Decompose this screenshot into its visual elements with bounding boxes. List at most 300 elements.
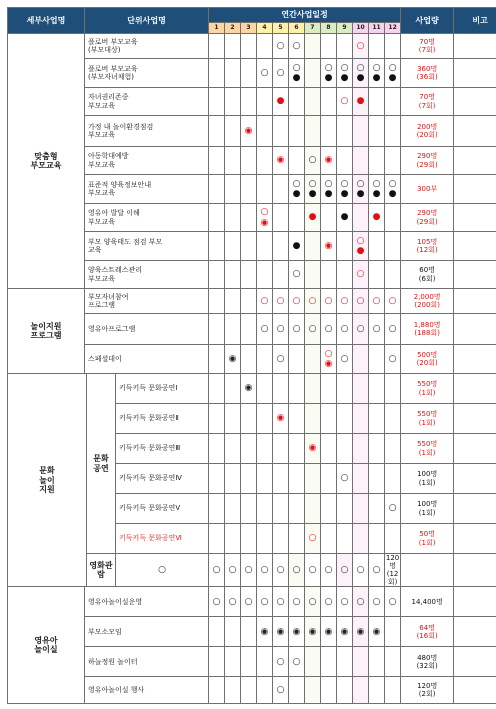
schedule-cell-month-9 [337,345,353,374]
schedule-cell-month-4 [257,34,273,59]
schedule-cell-month-7 [305,404,321,434]
filled-circle-icon: ● [356,96,365,107]
schedule-cell-month-11 [369,524,385,554]
circle-icon: ○ [276,596,285,607]
schedule-cell-month-3 [241,524,257,554]
schedule-cell-month-10 [353,677,369,704]
schedule-cell-month-5 [273,204,289,232]
schedule-cell-month-2 [225,617,241,647]
circle-icon: ○ [308,323,317,334]
schedule-cell-month-7 [305,464,321,494]
schedule-cell-month-10 [353,587,369,617]
circle-icon: ○ [158,564,166,575]
filled-circle-icon: ● [356,246,365,256]
schedule-cell-month-10 [353,232,369,261]
schedule-cell-month-8 [321,232,337,261]
note-cell [454,494,496,524]
schedule-cell-month-2 [225,404,241,434]
schedule-cell-month-12 [385,524,401,554]
schedule-cell-month-8 [321,587,337,617]
filled-circle-icon: ● [340,212,349,223]
circle-icon: ○ [388,178,397,189]
schedule-cell-month-6 [289,34,305,59]
schedule-cell-month-11 [369,494,385,524]
unit-name: 하늘정원 놀이터 [85,647,209,677]
filled-circle-icon: ● [308,189,317,199]
note-cell [454,261,496,289]
schedule-cell-month-7 [305,88,321,116]
schedule-cell-month-6 [289,587,305,617]
schedule-cell-month-9 [337,34,353,59]
filled-circle-icon: ● [388,189,397,199]
schedule-cell-month-5 [273,261,289,289]
filled-circle-icon: ● [372,73,381,83]
group-cell-playroom: 영유아 놀이실 [8,587,85,704]
circle-icon: ○ [276,40,285,51]
schedule-cell-month-11 [369,677,385,704]
unit-name: 표준적 양육정보안내 부모교육 [85,175,209,204]
circle-icon: ○ [388,596,397,607]
schedule-cell-month-8 [321,494,337,524]
volume-cell: 100명 (1회) [401,494,454,524]
schedule-cell-month-2 [225,88,241,116]
schedule-cell-month-5 [273,647,289,677]
schedule-cell-month-1 [209,494,225,524]
bullseye-icon: ◉ [356,626,365,637]
schedule-cell-month-12 [385,116,401,147]
unit-name: 부모 양육태도 점검 부모 교육 [85,232,209,261]
schedule-cell-month-5 [273,147,289,175]
schedule-cell-month-1 [209,587,225,617]
schedule-cell-month-9 [337,147,353,175]
bullseye-icon: ◉ [292,626,301,637]
schedule-cell-month-8 [321,434,337,464]
schedule-cell-month-10 [353,404,369,434]
circle-icon: ○ [372,62,381,73]
volume-cell: 120명 (2회) [401,677,454,704]
schedule-cell-month-10 [353,314,369,345]
schedule-cell-month-8 [305,554,321,587]
circle-icon: ○ [356,178,365,189]
schedule-cell-month-3 [241,232,257,261]
schedule-cell-month-2 [225,494,241,524]
schedule-cell-month-5 [273,494,289,524]
schedule-cell-month-7 [305,232,321,261]
note-cell [454,647,496,677]
circle-icon: ○ [372,178,381,189]
schedule-cell-month-4 [257,434,273,464]
schedule-cell-month-6 [289,147,305,175]
schedule-cell-month-3 [241,587,257,617]
volume-cell: 64명 (16회) [401,617,454,647]
schedule-cell-month-4 [257,116,273,147]
circle-icon: ○ [356,295,365,306]
schedule-cell-month-9 [321,554,337,587]
circle-icon: ○ [324,323,333,334]
schedule-cell-month-10 [353,345,369,374]
schedule-cell-month-10 [353,204,369,232]
circle-icon: ○ [212,564,221,575]
bullseye-icon: ◉ [260,626,269,637]
circle-icon: ○ [356,323,365,334]
filled-circle-icon: ● [340,73,349,83]
schedule-cell-month-1 [209,345,225,374]
schedule-cell-month-7 [305,261,321,289]
schedule-cell-month-1 [209,204,225,232]
circle-icon: ○ [372,295,381,306]
circle-icon: ○ [260,207,269,218]
schedule-cell-month-8 [321,345,337,374]
schedule-cell-month-5 [273,617,289,647]
schedule-cell-month-9 [337,88,353,116]
filled-circle-icon: ● [356,189,365,199]
schedule-cell-month-6 [289,677,305,704]
schedule-cell-month-4 [257,147,273,175]
schedule-cell-month-4 [257,404,273,434]
month-header-1: 1 [209,23,225,34]
schedule-cell-month-4 [257,88,273,116]
schedule-cell-month-11 [369,204,385,232]
circle-icon: ○ [292,323,301,334]
schedule-cell-month-5 [273,88,289,116]
circle-icon: ○ [308,178,317,189]
bullseye-icon: ◉ [308,626,317,637]
circle-icon: ○ [308,295,317,306]
schedule-cell-month-5 [273,116,289,147]
schedule-cell-month-2 [225,289,241,314]
schedule-cell-month-1 [209,261,225,289]
schedule-cell-month-10 [353,434,369,464]
volume-cell: 105명 (12회) [401,232,454,261]
volume-cell: 290명 (29회) [401,147,454,175]
note-cell [454,289,496,314]
circle-icon: ○ [356,269,365,280]
schedule-cell-month-12 [385,434,401,464]
unit-name: 양육스트레스관리 부모교육 [85,261,209,289]
volume-cell: 100명 (1회) [401,464,454,494]
schedule-cell-month-1 [209,464,225,494]
schedule-cell-month-5 [273,677,289,704]
circle-icon: ○ [228,596,237,607]
schedule-cell-month-5 [273,374,289,404]
circle-icon: ○ [308,564,317,575]
bullseye-icon: ◉ [324,359,333,369]
schedule-cell-month-8 [321,677,337,704]
unit-name: 키득키득 문화공연Ⅵ [116,524,209,554]
circle-icon: ○ [340,564,349,575]
schedule-cell-month-4 [241,554,257,587]
schedule-cell-month-11 [369,464,385,494]
schedule-cell-month-12 [385,232,401,261]
schedule-cell-month-9 [337,374,353,404]
schedule-cell-month-11 [369,647,385,677]
filled-circle-icon: ● [372,189,381,199]
volume-cell: 120명 (12회) [385,554,400,587]
schedule-cell-month-3 [241,116,257,147]
schedule-cell-month-12 [385,289,401,314]
schedule-cell-month-6 [289,175,305,204]
circle-icon: ○ [372,596,381,607]
schedule-cell-month-12 [385,494,401,524]
note-cell [454,617,496,647]
schedule-cell-month-4 [257,232,273,261]
volume-cell: 14,400명 [401,587,454,617]
circle-icon: ○ [292,269,301,280]
schedule-cell-month-3 [241,345,257,374]
schedule-cell-month-2 [225,204,241,232]
schedule-cell-month-1 [209,59,225,88]
unit-name: 자녀권리존중 부모교육 [85,88,209,116]
circle-icon: ○ [340,96,349,107]
circle-icon: ○ [308,533,317,544]
filled-circle-icon: ● [372,212,381,223]
schedule-cell-month-4 [257,587,273,617]
header-unit: 단위사업명 [85,8,209,34]
schedule-cell-month-6 [289,314,305,345]
unit-name: 플로버 부모교육 (부모자녀체험) [85,59,209,88]
circle-icon: ○ [244,596,253,607]
schedule-cell-month-8 [321,464,337,494]
schedule-cell-month-9 [337,261,353,289]
schedule-cell-month-11 [369,116,385,147]
circle-icon: ○ [292,596,301,607]
schedule-cell-month-9 [337,289,353,314]
schedule-cell-month-4 [257,374,273,404]
schedule-cell-month-12 [385,647,401,677]
note-cell [454,59,496,88]
schedule-cell-month-3 [241,314,257,345]
circle-icon: ○ [340,178,349,189]
unit-name: 영유아 발달 이해 부모교육 [85,204,209,232]
schedule-cell-month-4 [257,261,273,289]
month-header-4: 4 [257,23,273,34]
schedule-cell-month-5 [273,175,289,204]
schedule-cell-month-1 [209,175,225,204]
unit-name: 부모소모임 [85,617,209,647]
unit-name: 영화관람 [87,554,116,587]
circle-icon: ○ [356,564,365,575]
circle-icon: ○ [340,323,349,334]
schedule-cell-month-5 [273,34,289,59]
header-volume: 사업량 [401,8,454,34]
unit-name: 키득키득 문화공연Ⅲ [116,434,209,464]
circle-icon: ○ [276,323,285,334]
schedule-cell-month-10 [337,554,353,587]
schedule-cell-month-10 [353,88,369,116]
schedule-cell-month-4 [257,524,273,554]
schedule-cell-month-12 [385,261,401,289]
group-cell-culture: 문화 놀이 지원 [8,374,87,587]
schedule-cell-month-12 [385,464,401,494]
circle-icon: ○ [356,40,365,51]
unit-name: 키득키득 문화공연Ⅱ [116,404,209,434]
bullseye-icon: ◉ [244,125,253,136]
schedule-cell-month-11 [369,314,385,345]
circle-icon: ○ [260,67,269,78]
schedule-cell-month-10 [353,464,369,494]
schedule-cell-month-7 [305,374,321,404]
unit-name: 영유아프로그램 [85,314,209,345]
schedule-cell-month-7 [305,147,321,175]
note-cell [454,524,496,554]
schedule-cell-month-11 [369,59,385,88]
schedule-cell-month-6 [289,494,305,524]
schedule-cell-month-10 [353,524,369,554]
unit-name: 영유아놀이실 행사 [85,677,209,704]
schedule-cell-month-3 [241,464,257,494]
schedule-cell-month-6 [289,374,305,404]
note-cell [454,88,496,116]
schedule-cell-month-4 [257,464,273,494]
schedule-cell-month-9 [337,677,353,704]
schedule-cell-month-8 [321,34,337,59]
schedule-cell-month-6 [289,289,305,314]
circle-icon: ○ [292,656,301,667]
volume-cell: 1,880명 (188회) [401,314,454,345]
schedule-cell-month-3 [241,677,257,704]
schedule-cell-month-1 [209,434,225,464]
circle-icon: ○ [372,564,381,575]
schedule-cell-month-10 [353,116,369,147]
schedule-cell-month-8 [321,374,337,404]
schedule-cell-month-12 [385,345,401,374]
volume-cell: 300부 [401,175,454,204]
circle-icon: ○ [356,235,365,246]
volume-cell: 70명 (7회) [401,34,454,59]
header-note: 비고 [454,8,496,34]
volume-cell: 550명 (1회) [401,374,454,404]
schedule-cell-month-2 [225,116,241,147]
schedule-cell-month-9 [337,434,353,464]
schedule-cell-month-3 [241,261,257,289]
schedule-cell-month-1 [209,647,225,677]
note-cell [454,677,496,704]
circle-icon: ○ [260,295,269,306]
volume-cell: 60명 (6회) [401,261,454,289]
circle-icon: ○ [340,62,349,73]
schedule-cell-month-3 [241,204,257,232]
volume-cell: 50명 (1회) [401,524,454,554]
schedule-cell-month-4 [257,204,273,232]
schedule-cell-month-9 [337,617,353,647]
schedule-cell-month-3 [241,289,257,314]
schedule-cell-month-11 [369,88,385,116]
circle-icon: ○ [276,656,285,667]
header-schedule: 연간사업일정 [209,8,401,23]
schedule-cell-month-11 [369,404,385,434]
month-header-9: 9 [337,23,353,34]
schedule-cell-month-4 [257,59,273,88]
schedule-cell-month-4 [257,345,273,374]
circle-icon: ○ [388,295,397,306]
note-cell [401,554,454,587]
schedule-cell-month-6 [289,204,305,232]
schedule-cell-month-6 [289,345,305,374]
circle-icon: ○ [276,295,285,306]
circle-icon: ○ [340,353,349,364]
schedule-cell-month-8 [321,88,337,116]
schedule-cell-month-11 [369,34,385,59]
schedule-cell-month-1 [209,232,225,261]
schedule-cell-month-12 [385,677,401,704]
bullseye-icon: ◉ [372,626,381,637]
circle-icon: ○ [356,62,365,73]
filled-circle-icon: ● [292,73,301,83]
circle-icon: ○ [324,348,333,359]
schedule-cell-month-4 [257,175,273,204]
schedule-cell-month-9 [337,116,353,147]
schedule-cell-month-11 [369,175,385,204]
schedule-cell-month-1 [209,34,225,59]
note-cell [454,404,496,434]
schedule-cell-month-6 [289,116,305,147]
volume-cell: 290명 (29회) [401,204,454,232]
schedule-cell-month-2 [225,59,241,88]
schedule-cell-month-2 [225,434,241,464]
schedule-cell-month-9 [337,647,353,677]
volume-cell: 200명 (20회) [401,116,454,147]
month-header-3: 3 [241,23,257,34]
schedule-cell-month-3 [241,374,257,404]
schedule-cell-month-3 [241,494,257,524]
filled-circle-icon: ● [340,189,349,199]
table-row [8,34,496,59]
schedule-cell-month-5 [273,289,289,314]
schedule-cell-month-8 [321,261,337,289]
schedule-cell-month-7 [305,494,321,524]
schedule-cell-month-9 [337,175,353,204]
filled-circle-icon: ● [292,189,301,199]
schedule-cell-month-1 [209,617,225,647]
schedule-cell-month-6 [289,617,305,647]
schedule-cell-month-3 [241,147,257,175]
schedule-cell-month-12 [385,34,401,59]
unit-name: 아동학대예방 부모교육 [85,147,209,175]
schedule-cell-month-7 [289,554,305,587]
schedule-cell-month-10 [353,289,369,314]
schedule-cell-month-2 [209,554,225,587]
schedule-cell-month-8 [321,175,337,204]
schedule-cell-month-1 [209,374,225,404]
volume-cell: 480명 (32회) [401,647,454,677]
month-header-7: 7 [305,23,321,34]
note-cell [454,147,496,175]
schedule-cell-month-5 [273,232,289,261]
schedule-cell-month-3 [241,434,257,464]
schedule-cell-month-10 [353,374,369,404]
unit-name: 스페셜데이 [85,345,209,374]
annual-schedule-table [7,7,496,704]
schedule-cell-month-12 [385,617,401,647]
group-cell-parenting: 맞춤형 부모교육 [8,34,85,289]
bullseye-icon: ◉ [276,413,285,424]
note-cell [454,175,496,204]
note-cell [454,464,496,494]
schedule-cell-month-3 [241,404,257,434]
schedule-cell-month-8 [321,116,337,147]
schedule-cell-month-8 [321,289,337,314]
unit-name: 플로버 부모교육 (부모대상) [85,34,209,59]
schedule-cell-month-11 [369,261,385,289]
schedule-cell-month-2 [225,524,241,554]
schedule-cell-month-6 [289,404,305,434]
schedule-cell-month-9 [337,314,353,345]
schedule-cell-month-10 [353,617,369,647]
schedule-cell-month-12 [369,554,385,587]
volume-cell: 2,000명 (200회) [401,289,454,314]
circle-icon: ○ [324,596,333,607]
schedule-cell-month-12 [385,147,401,175]
